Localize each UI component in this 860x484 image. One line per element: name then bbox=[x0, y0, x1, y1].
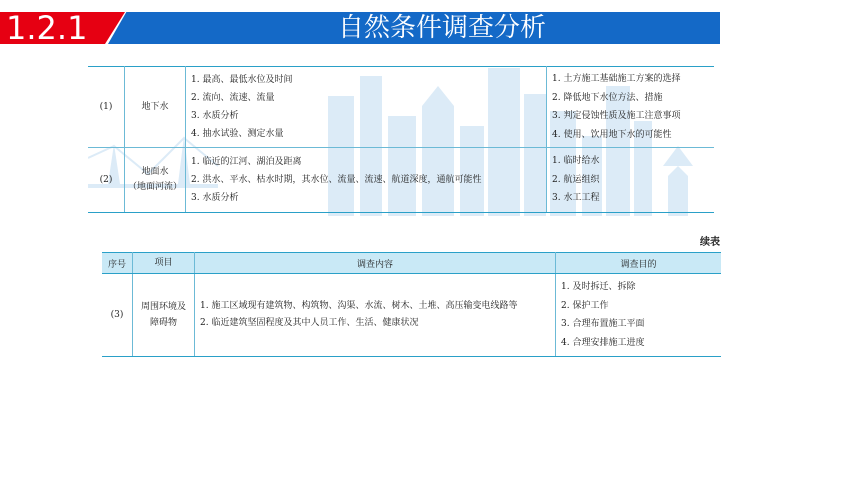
row-item bbox=[125, 67, 186, 148]
purpose-line: 3. 合理布置施工平面 bbox=[561, 319, 645, 329]
header-content: 调查内容 bbox=[195, 253, 556, 274]
header-item: 项目 bbox=[133, 253, 195, 274]
purpose-line: 2. 保护工作 bbox=[561, 300, 609, 311]
purpose-line: 1. 及时拆迁、拆除 bbox=[561, 282, 636, 292]
row-index: (1) bbox=[88, 67, 125, 148]
purpose-line: 3. 水工工程 bbox=[552, 193, 600, 204]
purpose-line: 2. 降低地下水位方法、措施 bbox=[552, 92, 663, 103]
page-title: 自然条件调查分析 bbox=[337, 13, 546, 43]
content-line: 3. 水质分析 bbox=[191, 111, 239, 121]
continued-label: 续表 bbox=[700, 237, 720, 248]
row-index: (3) bbox=[102, 274, 133, 357]
row-item-line: 地下水 bbox=[141, 101, 169, 112]
section-number: 1.2.1 bbox=[6, 9, 88, 47]
content-line: 1. 临近的江河、湖泊及距离 bbox=[191, 157, 302, 167]
table-row bbox=[88, 67, 714, 148]
content-line: 2. 洪水、平水、枯水时期，其水位、流量、流速、航道深度，通航可能性 bbox=[191, 175, 482, 185]
content-line: 2. 流向、流速、流量 bbox=[191, 93, 275, 103]
content-line: 1. 施工区域现有建筑物、构筑物、沟渠、水流、树木、土堆、高压输变电线路等 bbox=[200, 301, 518, 311]
table-row bbox=[102, 274, 721, 357]
row-index: (2) bbox=[88, 148, 125, 213]
row-item-line: 地面水 bbox=[141, 167, 169, 177]
row-content bbox=[186, 67, 547, 148]
content-line: 1. 最高、最低水位及时间 bbox=[191, 75, 293, 85]
content-line: 2. 临近建筑坚固程度及其中人员工作、生活、健康状况 bbox=[200, 318, 419, 328]
row-purpose bbox=[547, 67, 715, 148]
row-content bbox=[195, 274, 556, 357]
row-item bbox=[133, 274, 195, 357]
row-item bbox=[125, 148, 186, 213]
purpose-line: 1. 土方施工基础施工方案的选择 bbox=[552, 74, 681, 84]
content-line: 3. 水质分析 bbox=[191, 193, 239, 203]
table-header-row bbox=[102, 253, 721, 274]
purpose-line: 4. 使用、饮用地下水的可能性 bbox=[552, 129, 672, 140]
row-purpose bbox=[556, 274, 722, 357]
row-purpose bbox=[547, 148, 715, 213]
row-item-line: （地面河流） bbox=[127, 182, 182, 192]
page-title-box bbox=[108, 12, 720, 44]
table-row bbox=[88, 148, 714, 213]
content-line: 4. 抽水试验、测定水量 bbox=[191, 129, 284, 139]
row-content bbox=[186, 148, 547, 213]
purpose-line: 4. 合理安排施工进度 bbox=[561, 337, 645, 348]
water-conditions-table bbox=[88, 66, 714, 213]
header-purpose: 调查目的 bbox=[556, 253, 722, 274]
purpose-line: 2. 航运组织 bbox=[552, 174, 600, 185]
purpose-line: 3. 判定侵蚀性质及施工注意事项 bbox=[552, 111, 681, 121]
row-item-line: 障碍物 bbox=[149, 318, 177, 328]
row-item-line: 周围环境及 bbox=[140, 302, 186, 312]
environment-table bbox=[102, 252, 721, 357]
purpose-line: 1. 临时给水 bbox=[552, 156, 600, 167]
header-index: 序号 bbox=[102, 253, 133, 274]
